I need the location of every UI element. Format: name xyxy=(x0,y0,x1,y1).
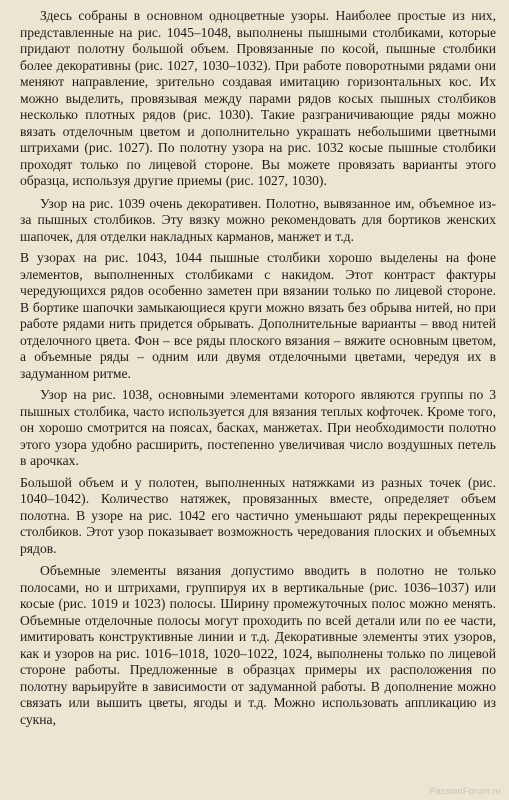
paragraph-3: В узорах на рис. 1043, 1044 пышные столбики хорошо выделены на фоне элементов, выполненных столбиками с накидом. Этот контраст фактуры чередующихся рядов особенно заметен при вязании только по лицевой стороне. В бортике шапочки замыкающиеся круги можно вязать без обрыва нитей, но при работе рядами нить придется обрывать. Дополнительные варианты – ввод нитей отделочного цвета. Фон – все ряды плоского вязания – вяжите основным цветом, а объемные ряды – одним или двумя отделочными цветами, чередуя их в задуманном ритме. xyxy=(20,250,496,381)
paragraph-1: Здесь собраны в основном одноцветные узоры. Наиболее простые из них, представленные на рис. 1045–1048, выполнены пышными столбиками, которые придают полотну большой объем. Провязанные по косой, пышные столбики более декоративны (рис. 1027, 1030–1032). При работе поворотными рядами они меняют направление, зрительно создавая имитацию горизонтальных кос. Их можно выделить, провязывая между парами рядов косых пышных столбиков несколько плотных рядов (рис. 1030). Такие разграничивающие ряды можно вязать отделочным цветом и дополнительно украшать небольшими цветными штрихами (рис. 1027). По полотну узора на рис. 1032 косые пышные столбики проходят только по лицевой стороне. Вы можете провязать варианты этого образца, используя другие приемы (рис. 1027, 1030). xyxy=(20,8,496,188)
document-page xyxy=(20,8,496,788)
paragraph-2: Узор на рис. 1039 очень декоративен. Полотно, вывязанное им, объемное из-за пышных столбиков. Эту вязку можно рекомендовать для бортиков женских шапочек, для отделки накладных карманов, манжет и т.д. xyxy=(20,195,496,244)
paragraph-4: Узор на рис. 1038, основными элементами которого являются группы по 3 пышных столбика, часто используется для вязания теплых кофточек. Кроме того, он хорошо смотрится на поясах, басках, манжетах. При необходимости полотно этого узора удобно расширить, постепенно увеличивая число воздушных петель в арочках. xyxy=(20,387,496,468)
paragraph-5: Большой объем и у полотен, выполненных натяжками из разных точек (рис. 1040–1042). Количество натяжек, провязанных вместе, определяет объем полотна. В узоре на рис. 1042 его частично уменьшают ряды перекрещенных столбиков. Этот узор показывает возможность чередования плоских и объемных рядов. xyxy=(20,474,496,556)
watermark: PassionForum.ru xyxy=(429,786,501,796)
paragraph-6: Объемные элементы вязания допустимо вводить в полотно не только полосами, но и штрихами, группируя их в вертикальные (рис. 1036–1037) или косые (рис. 1019 и 1023) полосы. Ширину промежуточных полос можно менять. Объемные отделочные полосы могут проходить по всей детали или по ее части, имитировать конструктивные линии и т.д. Декоративные элементы этих узоров, как и узоров на рис. 1016–1018, 1020–1022, 1024, выполнены только по лицевой стороне работы. Предложенные в образцах примеры их расположения по полотну варьируйте в зависимости от задуманной работы. В дополнение можно связать или вышить цветы, ягоды и т.д. Можно использовать аппликацию из сукна, xyxy=(20,563,496,727)
